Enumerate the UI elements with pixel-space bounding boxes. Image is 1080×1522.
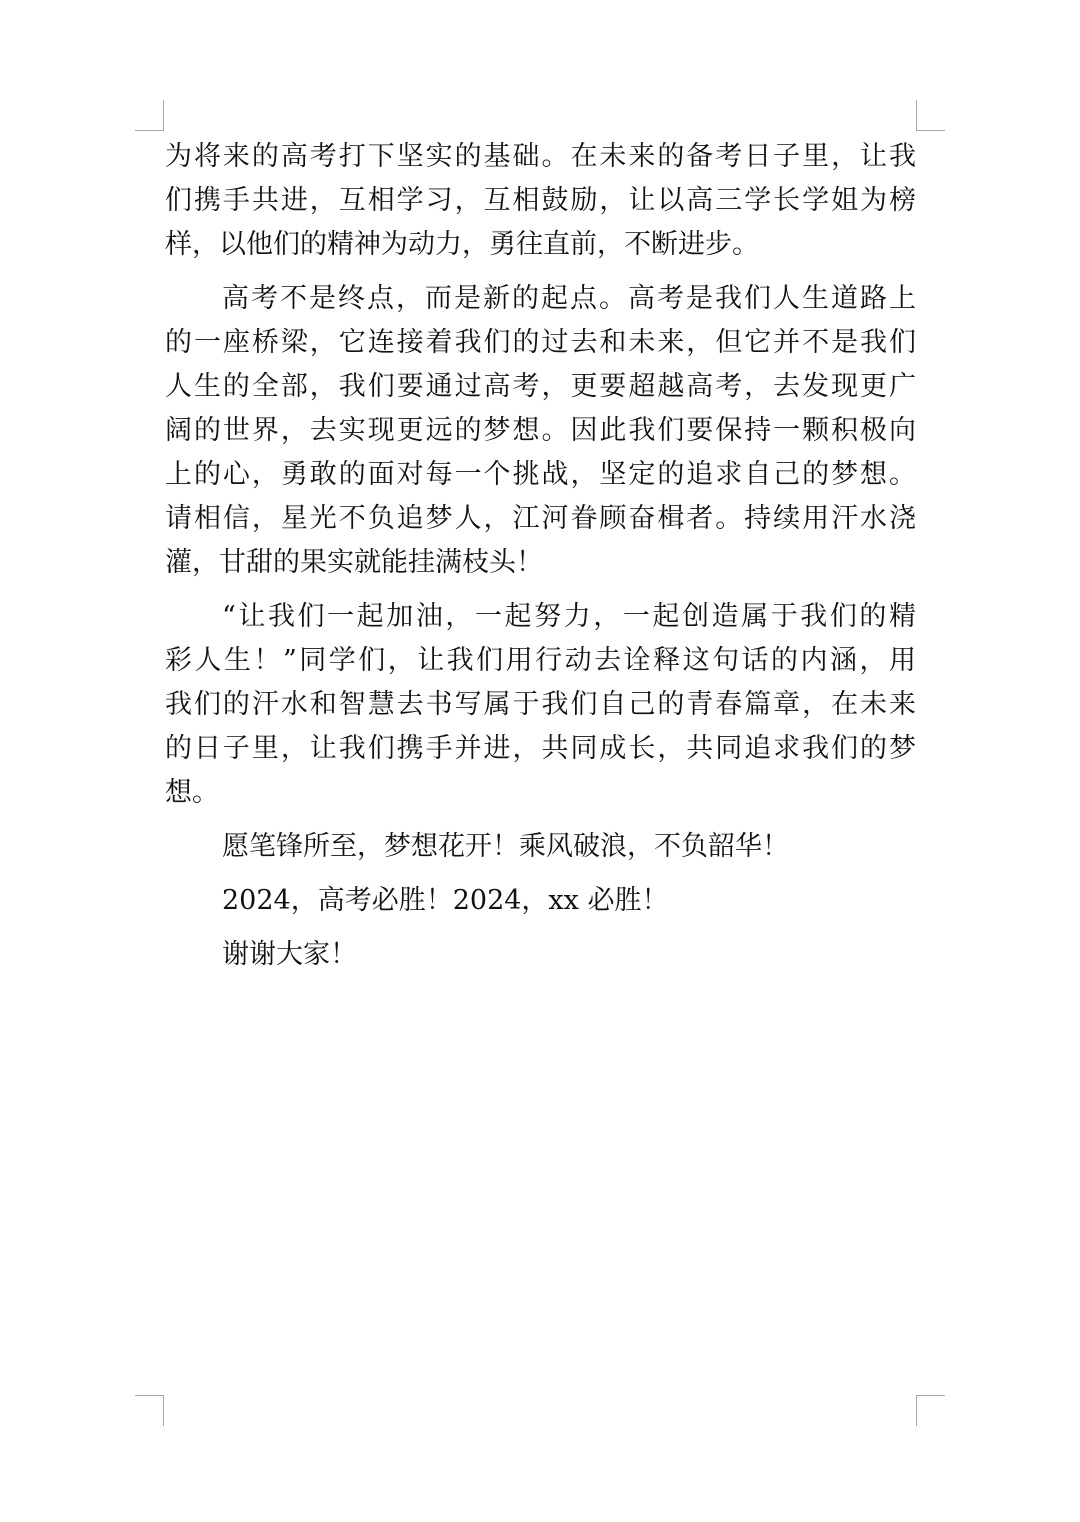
text-line: 的日子里，让我们携手并进，共同成长，共同追求我们的梦 xyxy=(165,733,916,764)
page-corner-mark-top-right xyxy=(916,100,945,131)
document-body xyxy=(165,135,916,987)
paragraph-3 xyxy=(165,595,916,815)
text-line: 阔的世界，去实现更远的梦想。因此我们要保持一颗积极向 xyxy=(165,415,916,446)
text-line: 上的心，勇敢的面对每一个挑战，坚定的追求自己的梦想。 xyxy=(165,459,916,490)
text-line: 们携手共进，互相学习，互相鼓励，让以高三学长学姐为榜 xyxy=(165,185,916,216)
text-line: 高考不是终点，而是新的起点。高考是我们人生道路上 xyxy=(222,283,916,314)
text-line: 样，以他们的精神为动力，勇往直前，不断进步。 xyxy=(165,229,759,260)
text-line: 灌，甘甜的果实就能挂满枝头！ xyxy=(165,547,543,578)
text-line: 人生的全部，我们要通过高考，更要超越高考，去发现更广 xyxy=(165,371,916,402)
text-line: 2024，高考必胜！2024，xx 必胜！ xyxy=(222,885,669,916)
text-line: 为将来的高考打下坚实的基础。在未来的备考日子里，让我 xyxy=(165,141,916,172)
text-line: 想。 xyxy=(165,777,219,808)
text-line: 彩人生！”同学们，让我们用行动去诠释这句话的内涵，用 xyxy=(165,645,916,676)
paragraph-5 xyxy=(165,879,916,923)
page-corner-mark-top-left xyxy=(135,100,164,131)
text-line: 谢谢大家！ xyxy=(222,939,357,970)
page-corner-mark-bottom-right xyxy=(916,1395,945,1426)
paragraph-6 xyxy=(165,933,916,977)
paragraph-1 xyxy=(165,135,916,267)
text-line: 愿笔锋所至，梦想花开！乘风破浪，不负韶华！ xyxy=(222,831,789,862)
text-line: 的一座桥梁，它连接着我们的过去和未来，但它并不是我们 xyxy=(165,327,916,358)
paragraph-4 xyxy=(165,825,916,869)
paragraph-2 xyxy=(165,277,916,585)
text-line: “让我们一起加油，一起努力，一起创造属于我们的精 xyxy=(222,601,916,632)
text-line: 请相信，星光不负追梦人，江河眷顾奋楫者。持续用汗水浇 xyxy=(165,503,916,534)
page-corner-mark-bottom-left xyxy=(135,1395,164,1426)
text-line: 我们的汗水和智慧去书写属于我们自己的青春篇章，在未来 xyxy=(165,689,916,720)
